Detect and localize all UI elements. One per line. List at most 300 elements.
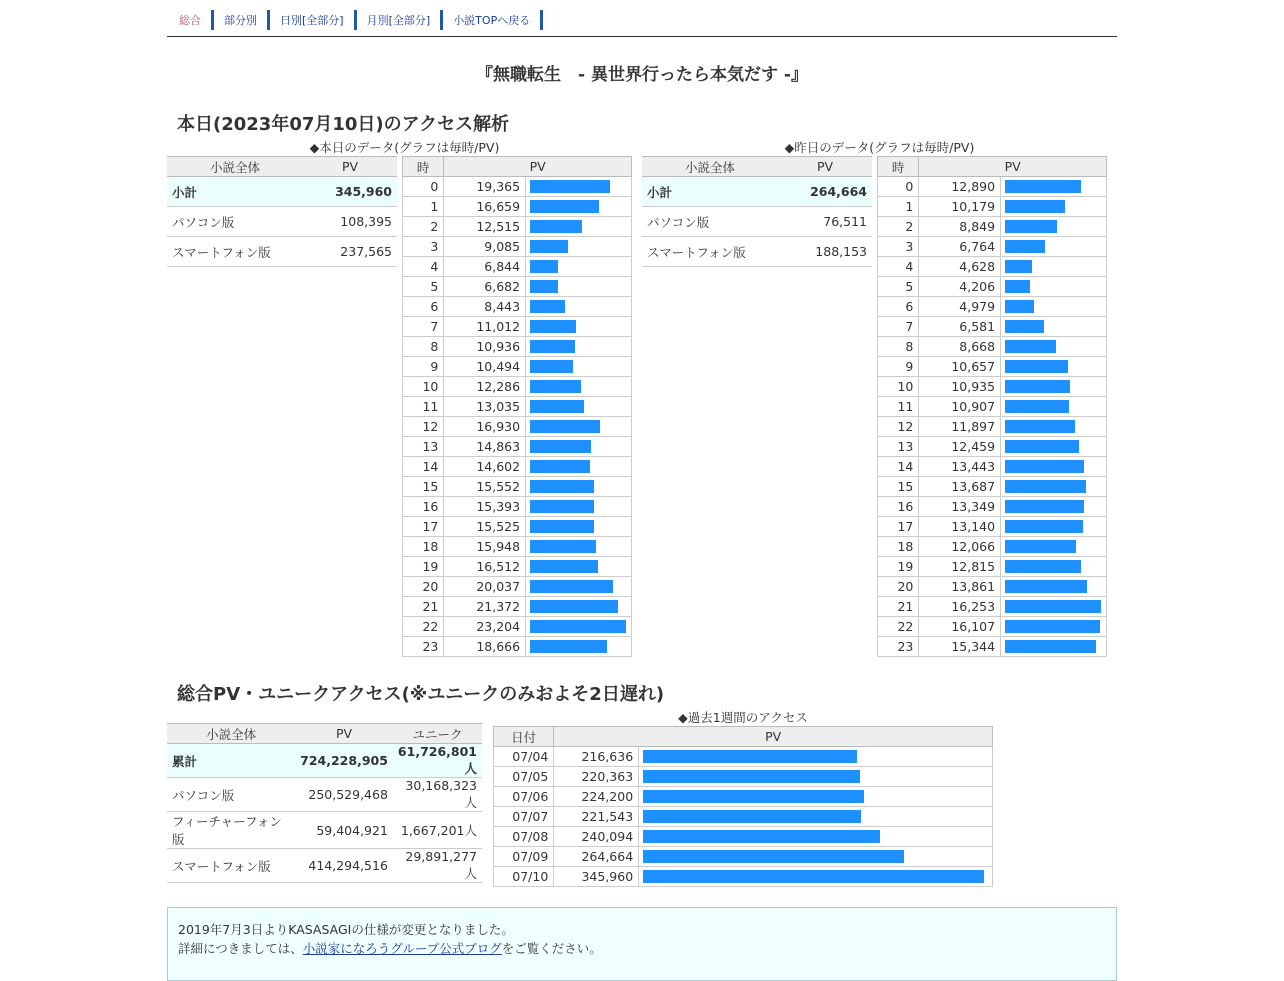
pv-bar — [1005, 640, 1096, 653]
official-blog-link[interactable]: 小説家になろうグループ公式ブログ — [302, 941, 502, 956]
date-cell: 07/09 — [494, 847, 554, 867]
hour-cell: 0 — [403, 177, 444, 197]
bar-row — [403, 497, 632, 517]
pv-bar — [530, 260, 558, 273]
pv-cell: 240,094 — [554, 827, 639, 847]
bar-cell — [526, 297, 632, 317]
bar-cell — [639, 807, 993, 827]
pv-cell: 13,687 — [919, 477, 1001, 497]
pv-cell: 10,657 — [919, 357, 1001, 377]
bar-row — [878, 397, 1107, 417]
hour-cell: 13 — [403, 437, 444, 457]
hour-cell: 13 — [878, 437, 919, 457]
pv-cell: 221,543 — [554, 807, 639, 827]
summary-row — [167, 207, 397, 237]
pv-bar — [530, 200, 599, 213]
hour-cell: 6 — [878, 297, 919, 317]
total-label: フィーチャーフォン版 — [167, 812, 295, 849]
pv-bar — [530, 600, 618, 613]
hour-cell: 17 — [403, 517, 444, 537]
pv-bar — [1005, 520, 1083, 533]
total-section-title: 総合PV・ユニークアクセス(※ユニークのみおよそ2日遅れ) — [177, 684, 665, 705]
pv-cell: 6,764 — [919, 237, 1001, 257]
pv-bar — [1005, 200, 1065, 213]
bar-row — [878, 377, 1107, 397]
total-row — [167, 744, 482, 778]
bar-cell — [526, 317, 632, 337]
bar-row — [403, 537, 632, 557]
bar-cell — [639, 827, 993, 847]
bar-cell — [1001, 317, 1107, 337]
pv-bar — [1005, 560, 1081, 573]
bar-row — [878, 457, 1107, 477]
pv-bar — [1005, 280, 1030, 293]
bar-row — [403, 617, 632, 637]
total-unique: 30,168,323人 — [393, 778, 482, 812]
bar-cell — [526, 577, 632, 597]
bar-row — [878, 417, 1107, 437]
summary-header-novel: 小説全体 — [642, 157, 778, 177]
hourly-header-hour: 時 — [403, 157, 444, 177]
summary-row — [642, 207, 872, 237]
hour-cell: 14 — [403, 457, 444, 477]
pv-bar — [530, 560, 598, 573]
pv-cell: 16,659 — [444, 197, 526, 217]
pv-bar — [1005, 300, 1034, 313]
hour-cell: 1 — [878, 197, 919, 217]
hour-cell: 11 — [878, 397, 919, 417]
bar-cell — [1001, 377, 1107, 397]
bar-cell — [1001, 497, 1107, 517]
pv-bar — [530, 240, 568, 253]
bar-cell — [526, 357, 632, 377]
hour-cell: 22 — [878, 617, 919, 637]
pv-cell: 264,664 — [554, 847, 639, 867]
total-row — [167, 812, 482, 849]
bar-row — [494, 807, 993, 827]
pv-bar — [643, 850, 904, 863]
pv-bar — [1005, 460, 1084, 473]
bar-cell — [526, 377, 632, 397]
pv-bar — [530, 280, 558, 293]
bar-cell — [526, 237, 632, 257]
total-header-pv: PV — [295, 724, 393, 744]
total-unique: 29,891,277人 — [393, 849, 482, 883]
summary-label: 小計 — [167, 177, 303, 207]
bar-row — [878, 317, 1107, 337]
bar-row — [403, 557, 632, 577]
pv-cell: 4,979 — [919, 297, 1001, 317]
hour-cell: 2 — [878, 217, 919, 237]
total-unique: 61,726,801人 — [393, 744, 482, 778]
bar-cell — [639, 787, 993, 807]
bar-row — [403, 397, 632, 417]
bar-cell — [1001, 197, 1107, 217]
bar-cell — [1001, 557, 1107, 577]
nav-item[interactable] — [357, 10, 444, 30]
pv-bar — [530, 340, 575, 353]
bar-row — [878, 437, 1107, 457]
bar-row — [403, 517, 632, 537]
bar-cell — [526, 497, 632, 517]
hour-cell: 8 — [403, 337, 444, 357]
bar-row — [403, 297, 632, 317]
nav-link[interactable]: 総合 — [179, 14, 201, 27]
pv-cell: 9,085 — [444, 237, 526, 257]
pv-bar — [530, 460, 590, 473]
pv-bar — [530, 180, 610, 193]
pv-cell: 12,286 — [444, 377, 526, 397]
bar-cell — [526, 517, 632, 537]
hour-cell: 11 — [403, 397, 444, 417]
today-hourly-table — [402, 156, 632, 657]
total-label: 累計 — [167, 744, 295, 778]
hour-cell: 21 — [878, 597, 919, 617]
pv-cell: 16,107 — [919, 617, 1001, 637]
pv-bar — [643, 830, 880, 843]
bar-cell — [526, 397, 632, 417]
pv-bar — [643, 870, 984, 883]
hour-cell: 23 — [403, 637, 444, 657]
nav-item[interactable] — [214, 10, 270, 30]
bar-row — [403, 277, 632, 297]
pv-cell: 345,960 — [554, 867, 639, 887]
bar-row — [878, 597, 1107, 617]
pv-cell: 11,897 — [919, 417, 1001, 437]
hour-cell: 6 — [403, 297, 444, 317]
pv-cell: 224,200 — [554, 787, 639, 807]
date-cell: 07/08 — [494, 827, 554, 847]
pv-bar — [530, 400, 584, 413]
pv-bar — [530, 220, 582, 233]
hour-cell: 5 — [878, 277, 919, 297]
summary-value: 188,153 — [778, 237, 872, 267]
nav-item[interactable] — [270, 10, 357, 30]
hour-cell: 19 — [403, 557, 444, 577]
pv-cell: 13,349 — [919, 497, 1001, 517]
hour-cell: 12 — [878, 417, 919, 437]
pv-bar — [530, 300, 565, 313]
bar-cell — [639, 767, 993, 787]
total-row — [167, 778, 482, 812]
pv-cell: 220,363 — [554, 767, 639, 787]
pv-cell: 15,948 — [444, 537, 526, 557]
nav-link[interactable]: 部分別 — [224, 14, 257, 27]
summary-label: 小計 — [642, 177, 778, 207]
top-nav — [167, 10, 1117, 37]
pv-bar — [1005, 320, 1044, 333]
pv-cell: 13,443 — [919, 457, 1001, 477]
bar-row — [403, 377, 632, 397]
pv-cell: 10,494 — [444, 357, 526, 377]
pv-bar — [1005, 500, 1084, 513]
total-pv: 59,404,921 — [295, 812, 393, 849]
pv-bar — [643, 810, 861, 823]
pv-cell: 216,636 — [554, 747, 639, 767]
pv-cell: 12,890 — [919, 177, 1001, 197]
hour-cell: 23 — [878, 637, 919, 657]
hour-cell: 10 — [878, 377, 919, 397]
pv-cell: 18,666 — [444, 637, 526, 657]
pv-cell: 10,907 — [919, 397, 1001, 417]
pv-cell: 12,515 — [444, 217, 526, 237]
pv-bar — [530, 520, 594, 533]
pv-bar — [1005, 180, 1081, 193]
pv-cell: 13,861 — [919, 577, 1001, 597]
summary-value: 76,511 — [778, 207, 872, 237]
bar-row — [403, 597, 632, 617]
bar-row — [403, 257, 632, 277]
pv-cell: 6,844 — [444, 257, 526, 277]
hour-cell: 16 — [878, 497, 919, 517]
bar-cell — [526, 597, 632, 617]
pv-cell: 8,668 — [919, 337, 1001, 357]
pv-cell: 8,849 — [919, 217, 1001, 237]
nav-list — [167, 10, 1117, 30]
hour-cell: 3 — [403, 237, 444, 257]
nav-link[interactable]: 日別[全部分] — [280, 14, 344, 27]
pv-bar — [1005, 240, 1045, 253]
summary-label: パソコン版 — [642, 207, 778, 237]
total-label: パソコン版 — [167, 778, 295, 812]
pv-cell: 16,512 — [444, 557, 526, 577]
pv-cell: 13,140 — [919, 517, 1001, 537]
bar-cell — [1001, 297, 1107, 317]
today-section-title: 本日(2023年07月10日)のアクセス解析 — [177, 114, 510, 135]
bar-cell — [1001, 477, 1107, 497]
hourly-header-pv: PV — [919, 157, 1107, 177]
summary-header-novel: 小説全体 — [167, 157, 303, 177]
pv-cell: 15,552 — [444, 477, 526, 497]
bar-cell — [1001, 337, 1107, 357]
hour-cell: 8 — [878, 337, 919, 357]
bar-cell — [526, 197, 632, 217]
bar-cell — [526, 177, 632, 197]
hour-cell: 15 — [878, 477, 919, 497]
pv-bar — [1005, 420, 1075, 433]
bar-row — [878, 477, 1107, 497]
bar-cell — [526, 337, 632, 357]
summary-value: 237,565 — [303, 237, 397, 267]
pv-bar — [1005, 440, 1079, 453]
bar-cell — [1001, 237, 1107, 257]
hour-cell: 17 — [878, 517, 919, 537]
bar-row — [403, 577, 632, 597]
hour-cell: 5 — [403, 277, 444, 297]
hour-cell: 22 — [403, 617, 444, 637]
pv-cell: 10,936 — [444, 337, 526, 357]
hourly-header-hour: 時 — [878, 157, 919, 177]
hour-cell: 10 — [403, 377, 444, 397]
yesterday-hourly-table — [877, 156, 1107, 657]
bar-cell — [1001, 537, 1107, 557]
total-pv: 724,228,905 — [295, 744, 393, 778]
bar-cell — [526, 477, 632, 497]
total-label: スマートフォン版 — [167, 849, 295, 883]
summary-value: 108,395 — [303, 207, 397, 237]
bar-row — [494, 847, 993, 867]
pv-bar — [530, 620, 626, 633]
today-caption: ◆本日のデータ(グラフは毎時/PV) — [309, 140, 500, 155]
weekly-caption: ◆過去1週間のアクセス — [678, 710, 808, 725]
bar-cell — [1001, 617, 1107, 637]
hour-cell: 2 — [403, 217, 444, 237]
bar-row — [878, 577, 1107, 597]
pv-cell: 12,815 — [919, 557, 1001, 577]
bar-row — [403, 197, 632, 217]
pv-bar — [643, 750, 857, 763]
bar-cell — [1001, 277, 1107, 297]
bar-cell — [1001, 437, 1107, 457]
total-unique: 1,667,201人 — [393, 812, 482, 849]
notice-prefix: 詳細につきましては、 — [178, 941, 303, 956]
pv-cell: 10,179 — [919, 197, 1001, 217]
bar-cell — [526, 537, 632, 557]
pv-cell: 15,525 — [444, 517, 526, 537]
bar-row — [403, 217, 632, 237]
pv-cell: 14,602 — [444, 457, 526, 477]
bar-row — [494, 767, 993, 787]
summary-label: パソコン版 — [167, 207, 303, 237]
weekly-header-date: 日付 — [494, 727, 554, 747]
nav-item[interactable] — [443, 10, 543, 30]
bar-row — [878, 617, 1107, 637]
bar-row — [878, 197, 1107, 217]
hour-cell: 21 — [403, 597, 444, 617]
bar-row — [494, 747, 993, 767]
date-cell: 07/07 — [494, 807, 554, 827]
summary-row — [642, 177, 872, 207]
bar-cell — [1001, 217, 1107, 237]
pv-bar — [1005, 580, 1087, 593]
hour-cell: 4 — [878, 257, 919, 277]
hour-cell: 18 — [403, 537, 444, 557]
bar-row — [494, 867, 993, 887]
pv-cell: 6,581 — [919, 317, 1001, 337]
pv-bar — [530, 580, 613, 593]
bar-row — [403, 337, 632, 357]
spec-change-notice — [167, 907, 1117, 981]
pv-bar — [530, 420, 600, 433]
hour-cell: 15 — [403, 477, 444, 497]
pv-cell: 12,066 — [919, 537, 1001, 557]
total-row — [167, 849, 482, 883]
total-pv: 414,294,516 — [295, 849, 393, 883]
weekly-header-pv: PV — [554, 727, 993, 747]
bar-row — [878, 237, 1107, 257]
bar-row — [403, 237, 632, 257]
nav-item[interactable] — [167, 10, 214, 30]
pv-bar — [643, 790, 864, 803]
bar-row — [403, 177, 632, 197]
bar-cell — [1001, 397, 1107, 417]
notice-line-1: 2019年7月3日よりKASASAGIの仕様が変更となりました。 — [178, 922, 514, 937]
bar-row — [403, 317, 632, 337]
pv-bar — [530, 500, 594, 513]
date-cell: 07/10 — [494, 867, 554, 887]
hour-cell: 16 — [403, 497, 444, 517]
pv-bar — [530, 540, 596, 553]
pv-bar — [1005, 360, 1068, 373]
nav-link[interactable]: 月別[全部分] — [366, 14, 431, 27]
summary-header-pv: PV — [303, 157, 397, 177]
pv-bar — [530, 480, 594, 493]
pv-cell: 16,930 — [444, 417, 526, 437]
bar-row — [878, 177, 1107, 197]
weekly-table — [493, 726, 993, 887]
bar-cell — [1001, 257, 1107, 277]
bar-cell — [526, 457, 632, 477]
bar-cell — [639, 847, 993, 867]
pv-cell: 4,206 — [919, 277, 1001, 297]
pv-bar — [643, 770, 860, 783]
bar-row — [878, 537, 1107, 557]
pv-bar — [530, 320, 576, 333]
pv-cell: 16,253 — [919, 597, 1001, 617]
hourly-header-pv: PV — [444, 157, 632, 177]
bar-row — [878, 217, 1107, 237]
pv-cell: 23,204 — [444, 617, 526, 637]
pv-bar — [1005, 260, 1032, 273]
pv-cell: 6,682 — [444, 277, 526, 297]
total-header-unique: ユニーク — [393, 724, 482, 744]
yesterday-summary-table — [642, 156, 872, 267]
yesterday-caption: ◆昨日のデータ(グラフは毎時/PV) — [784, 140, 975, 155]
total-summary-table — [167, 723, 482, 883]
pv-cell: 19,365 — [444, 177, 526, 197]
hour-cell: 20 — [403, 577, 444, 597]
bar-row — [878, 357, 1107, 377]
summary-value: 264,664 — [778, 177, 872, 207]
hour-cell: 9 — [403, 357, 444, 377]
bar-cell — [1001, 637, 1107, 657]
pv-cell: 20,037 — [444, 577, 526, 597]
bar-row — [878, 337, 1107, 357]
notice-line-2 — [178, 939, 1116, 958]
bar-row — [403, 437, 632, 457]
total-pv: 250,529,468 — [295, 778, 393, 812]
total-header-novel: 小説全体 — [167, 724, 295, 744]
pv-cell: 21,372 — [444, 597, 526, 617]
nav-link[interactable]: 小説TOPへ戻る — [453, 14, 531, 27]
summary-row — [167, 237, 397, 267]
bar-cell — [1001, 357, 1107, 377]
bar-row — [878, 497, 1107, 517]
pv-cell: 13,035 — [444, 397, 526, 417]
bar-cell — [1001, 517, 1107, 537]
summary-value: 345,960 — [303, 177, 397, 207]
bar-row — [878, 277, 1107, 297]
pv-bar — [1005, 480, 1086, 493]
bar-cell — [1001, 457, 1107, 477]
today-summary-table — [167, 156, 397, 267]
summary-row — [167, 177, 397, 207]
novel-title: 『無職転生 - 異世界行ったら本気だす -』 — [476, 65, 808, 85]
pv-bar — [530, 440, 591, 453]
hour-cell: 20 — [878, 577, 919, 597]
pv-bar — [1005, 600, 1101, 613]
bar-cell — [639, 867, 993, 887]
pv-cell: 15,344 — [919, 637, 1001, 657]
pv-bar — [1005, 380, 1070, 393]
pv-cell: 12,459 — [919, 437, 1001, 457]
bar-cell — [1001, 577, 1107, 597]
hour-cell: 0 — [878, 177, 919, 197]
bar-row — [403, 637, 632, 657]
bar-row — [403, 417, 632, 437]
hour-cell: 7 — [878, 317, 919, 337]
hour-cell: 7 — [403, 317, 444, 337]
